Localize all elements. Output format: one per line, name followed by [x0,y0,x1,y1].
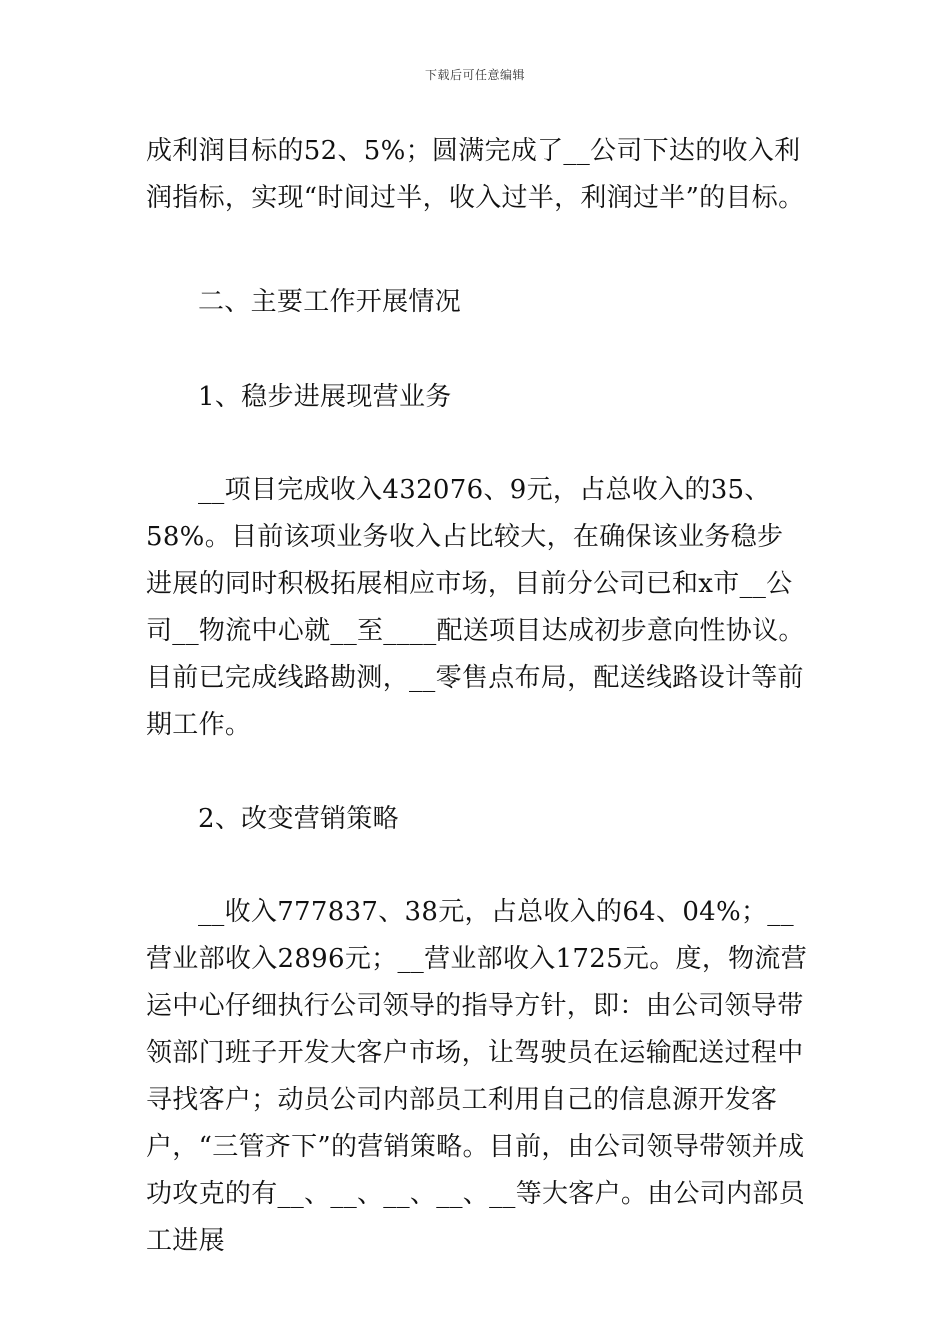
page-header-note: 下载后可任意编辑 [424,68,525,82]
paragraph-project-revenue: __项目完成收入432076、9元，占总收入的35、58%。目前该项业务收入占比较大，在确保该业务稳步进展的同时积极拓展相应市场，目前分公司已和x市__公司__物流中心就__至____配送项目达成初步意向性协议。目前已完成线路勘测，__零售点布局，配送线路设计等前期工作。 [146,475,805,740]
subheading-marketing-strategy: 2、改变营销策略 [198,804,399,834]
paragraph-marketing-details: __收入777837、38元，占总收入的64、04%；__营业部收入2896元；__营业部收入1725元。度，物流营运中心仔细执行公司领导的指导方针，即：由公司领导带领部门班子开发大客户市场，让驾驶员在运输配送过程中寻找客户；动员公司内部员工利用自己的信息源开发客户，“三管齐下”的营销策略。目前，由公司领导带领并成功攻克的有__、__、__、__、__等大客户。由公司内部员工进展 [146,897,808,1256]
subheading-steady-business: 1、稳步进展现营业务 [198,382,452,412]
document-body [146,128,808,1265]
paragraph-profit-target: 成利润目标的52、5%；圆满完成了__公司下达的收入利润指标，实现“时间过半，收入过半，利润过半”的目标。 [146,136,805,213]
section-heading-main-work: 二、主要工作开展情况 [198,287,462,317]
